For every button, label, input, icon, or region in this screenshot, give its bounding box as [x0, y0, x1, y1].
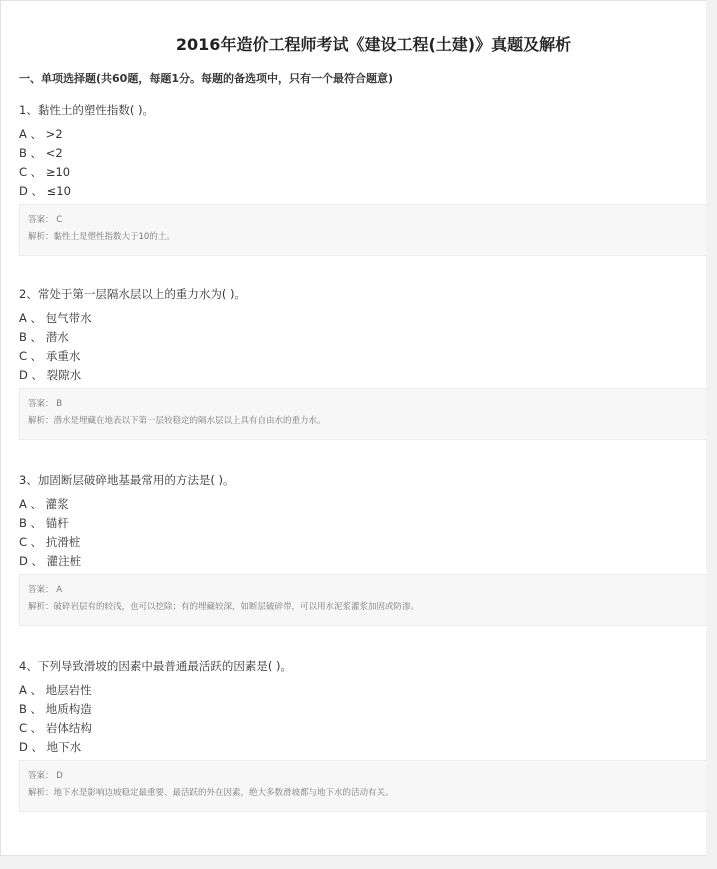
- option-list: [19, 495, 706, 571]
- option-b: B 、 <2: [19, 146, 63, 160]
- option-d: D 、 ≤10: [19, 184, 71, 198]
- answer-box: [19, 574, 706, 626]
- explanation-text: 解析：潜水是埋藏在地表以下第一层较稳定的隔水层以上具有自由水的重力水。: [28, 416, 326, 426]
- option-c: C 、 抗滑桩: [19, 535, 81, 549]
- option-d: D 、 裂隙水: [19, 368, 82, 382]
- question-2: [19, 285, 706, 440]
- option-list: [19, 309, 706, 385]
- question-stem: 3、加固断层破碎地基最常用的方法是( )。: [19, 473, 235, 487]
- option-b: B 、 锚杆: [19, 516, 69, 530]
- page-title: 2016年造价工程师考试《建设工程(土建)》真题及解析: [175, 35, 572, 54]
- question-stem: 4、下列导致滑坡的因素中最普通最活跃的因素是( )。: [19, 659, 292, 673]
- option-a: A 、 包气带水: [19, 311, 92, 325]
- option-list: [19, 125, 706, 201]
- option-d: D 、 灌注桩: [19, 554, 82, 568]
- answer-text: 答案： B: [28, 399, 63, 409]
- question-stem: 2、常处于第一层隔水层以上的重力水为( )。: [19, 287, 246, 301]
- section-heading: 一、单项选择题(共60题，每题1分。每题的备选项中，只有一个最符合题意): [19, 72, 394, 85]
- option-d: D 、 地下水: [19, 740, 82, 754]
- answer-box: [19, 388, 706, 440]
- option-c: C 、 承重水: [19, 349, 81, 363]
- option-c: C 、 ≥10: [19, 165, 71, 179]
- explanation-text: 解析：黏性土是塑性指数大于10的土。: [28, 232, 175, 242]
- answer-text: 答案： A: [28, 585, 63, 595]
- question-4: [19, 657, 706, 812]
- answer-box: [19, 204, 706, 256]
- option-b: B 、 地质构造: [19, 702, 92, 716]
- option-list: [19, 681, 706, 757]
- option-b: B 、 潜水: [19, 330, 69, 344]
- explanation-text: 解析：破碎岩层有的较浅，也可以挖除；有的埋藏较深，如断层破碎带，可以用水泥浆灌浆加固或防渗。: [28, 602, 420, 612]
- answer-box: [19, 760, 706, 812]
- question-1: [19, 101, 706, 256]
- option-c: C 、 岩体结构: [19, 721, 92, 735]
- question-3: [19, 471, 706, 626]
- answer-text: 答案： C: [28, 215, 63, 225]
- answer-text: 答案： D: [28, 771, 63, 781]
- option-a: A 、 地层岩性: [19, 683, 92, 697]
- question-stem: 1、黏性土的塑性指数( )。: [19, 103, 154, 117]
- explanation-text: 解析：地下水是影响边坡稳定最重要、最活跃的外在因素，绝大多数滑坡都与地下水的活动有关。: [28, 788, 394, 798]
- option-a: A 、 灌浆: [19, 497, 69, 511]
- option-a: A 、 >2: [19, 127, 63, 141]
